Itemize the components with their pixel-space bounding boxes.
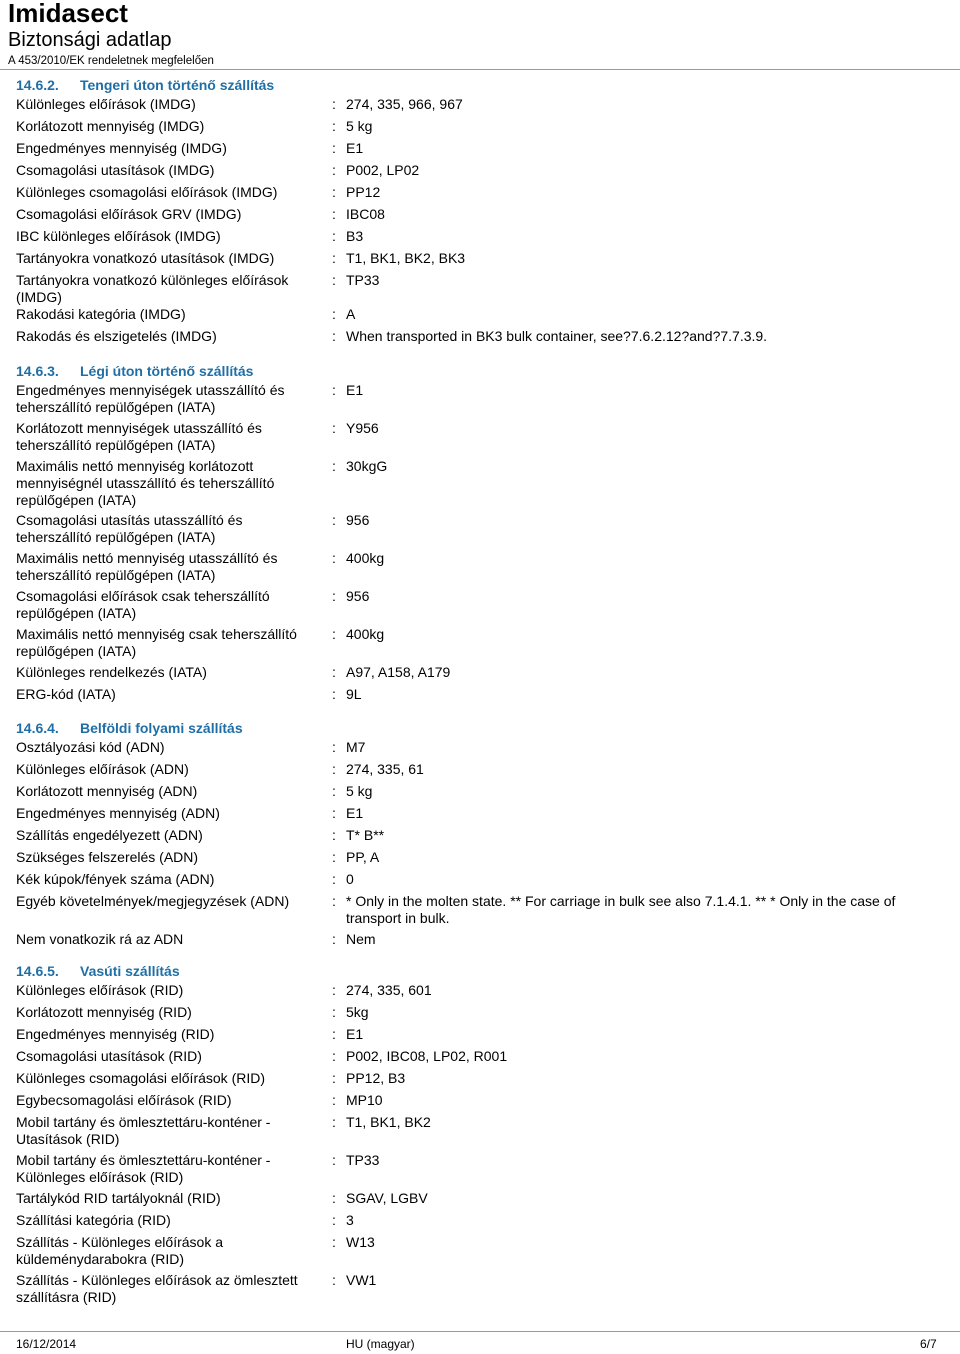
property-row <box>16 1004 946 1026</box>
property-label: Korlátozott mennyiség (RID) <box>16 1004 192 1020</box>
section-number: 14.6.3. <box>16 363 59 379</box>
document-type: Biztonsági adatlap <box>8 29 172 51</box>
section-sea-transport <box>16 76 946 350</box>
property-row <box>16 849 946 871</box>
property-row <box>16 228 946 250</box>
property-value: TP33 <box>346 1152 380 1168</box>
property-label: Nem vonatkozik rá az ADN <box>16 931 184 947</box>
property-label: IBC különleges előírások (IMDG) <box>16 228 221 244</box>
separator: : <box>332 739 336 755</box>
property-label: Tartálykód RID tartályoknál (RID) <box>16 1190 221 1206</box>
regulation-note: A 453/2010/EK rendeletnek megfelelően <box>8 55 214 67</box>
property-row <box>16 96 946 118</box>
separator: : <box>332 1234 336 1250</box>
property-label: Engedményes mennyiség (IMDG) <box>16 140 227 156</box>
property-label: Osztályozási kód (ADN) <box>16 739 165 755</box>
property-label: Szükséges felszerelés (ADN) <box>16 849 199 865</box>
property-row <box>16 550 946 588</box>
property-value: PP12, B3 <box>346 1070 406 1086</box>
separator: : <box>332 550 336 566</box>
footer-divider <box>0 1331 960 1332</box>
property-value: SGAV, LGBV <box>346 1190 428 1206</box>
property-label: Szállítás - Különleges előírások a küldeménydarabokra (RID) <box>16 1234 223 1267</box>
property-value: 5kg <box>346 1004 369 1020</box>
property-label: Korlátozott mennyiség (ADN) <box>16 783 198 799</box>
property-row <box>16 871 946 893</box>
section-heading: Tengeri úton történő szállítás <box>80 77 275 93</box>
separator: : <box>332 1070 336 1086</box>
property-value: * Only in the molten state. ** For carriage in bulk see also 7.1.4.1. ** * Only in the case of transport in bulk. <box>346 893 896 926</box>
property-value: 956 <box>346 588 370 604</box>
separator: : <box>332 871 336 887</box>
property-value: 956 <box>346 512 370 528</box>
section-air-transport <box>16 362 946 708</box>
property-label: Engedményes mennyiség (RID) <box>16 1026 215 1042</box>
separator: : <box>332 206 336 222</box>
separator: : <box>332 458 336 474</box>
property-value: 3 <box>346 1212 354 1228</box>
section-number: 14.6.4. <box>16 720 59 736</box>
separator: : <box>332 184 336 200</box>
separator: : <box>332 1190 336 1206</box>
separator: : <box>332 1092 336 1108</box>
property-row <box>16 761 946 783</box>
property-row <box>16 827 946 849</box>
property-row <box>16 931 946 953</box>
property-row <box>16 206 946 228</box>
property-row <box>16 118 946 140</box>
property-value: W13 <box>346 1234 375 1250</box>
property-label: Egybecsomagolási előírások (RID) <box>16 1092 232 1108</box>
property-label: Csomagolási utasítás utasszállító és teherszállító repülőgépen (IATA) <box>16 512 243 545</box>
property-value: E1 <box>346 382 364 398</box>
property-row <box>16 328 946 350</box>
separator: : <box>332 250 336 266</box>
property-row <box>16 1070 946 1092</box>
property-label: Tartányokra vonatkozó utasítások (IMDG) <box>16 250 275 266</box>
separator: : <box>332 982 336 998</box>
separator: : <box>332 1114 336 1130</box>
property-value: TP33 <box>346 272 380 288</box>
section-rail-transport <box>16 962 946 1310</box>
property-row <box>16 739 946 761</box>
separator: : <box>332 328 336 344</box>
property-value: E1 <box>346 140 364 156</box>
property-label: Maximális nettó mennyiség korlátozott mennyiségnél utasszállító és teherszállító repülőgépen (IATA) <box>16 458 275 508</box>
property-row <box>16 140 946 162</box>
section-heading: Légi úton történő szállítás <box>80 363 254 379</box>
property-label: Szállítás - Különleges előírások az ömlesztett szállításra (RID) <box>16 1272 298 1305</box>
property-row <box>16 512 946 550</box>
property-value: 0 <box>346 871 354 887</box>
property-label: Maximális nettó mennyiség csak teherszállító repülőgépen (IATA) <box>16 626 297 659</box>
property-label: Szállítási kategória (RID) <box>16 1212 171 1228</box>
property-value: T* B** <box>346 827 385 843</box>
property-value: 5 kg <box>346 783 373 799</box>
separator: : <box>332 1026 336 1042</box>
property-row <box>16 783 946 805</box>
separator: : <box>332 849 336 865</box>
property-row <box>16 686 946 708</box>
property-row <box>16 1092 946 1114</box>
property-row <box>16 306 946 328</box>
property-value: PP, A <box>346 849 380 865</box>
property-label: Mobil tartány és ömlesztettáru-konténer - Utasítások (RID) <box>16 1114 271 1147</box>
property-row <box>16 250 946 272</box>
property-value: P002, LP02 <box>346 162 420 178</box>
separator: : <box>332 686 336 702</box>
property-row <box>16 382 946 420</box>
property-row <box>16 1152 946 1190</box>
separator: : <box>332 1272 336 1288</box>
property-label: Csomagolási előírások csak teherszállító repülőgépen (IATA) <box>16 588 270 621</box>
section-inland-waterway <box>16 719 946 953</box>
property-value: P002, IBC08, LP02, R001 <box>346 1048 508 1064</box>
property-row <box>16 458 946 512</box>
property-value: A <box>346 306 356 322</box>
separator: : <box>332 931 336 947</box>
property-row <box>16 1234 946 1272</box>
property-value: 5 kg <box>346 118 373 134</box>
property-value: T1, BK1, BK2 <box>346 1114 431 1130</box>
property-value: B3 <box>346 228 364 244</box>
section-number: 14.6.2. <box>16 77 59 93</box>
property-label: Különleges előírások (IMDG) <box>16 96 196 112</box>
property-row <box>16 893 946 931</box>
property-label: Különleges csomagolási előírások (IMDG) <box>16 184 278 200</box>
property-value: T1, BK1, BK2, BK3 <box>346 250 466 266</box>
property-row <box>16 184 946 206</box>
separator: : <box>332 382 336 398</box>
property-label: Rakodás és elszigetelés (IMDG) <box>16 328 217 344</box>
property-value: E1 <box>346 805 364 821</box>
property-label: Engedményes mennyiség (ADN) <box>16 805 220 821</box>
property-label: Egyéb követelmények/megjegyzések (ADN) <box>16 893 290 909</box>
separator: : <box>332 1152 336 1168</box>
section-heading: Vasúti szállítás <box>80 963 180 979</box>
property-value: When transported in BK3 bulk container, see?7.6.2.12?and?7.7.3.9. <box>346 328 768 344</box>
property-value: 274, 335, 61 <box>346 761 424 777</box>
section-title <box>16 362 946 382</box>
header-divider <box>0 69 960 70</box>
section-title <box>16 719 946 739</box>
property-row <box>16 626 946 664</box>
property-label: Szállítás engedélyezett (ADN) <box>16 827 203 843</box>
separator: : <box>332 420 336 436</box>
property-label: Csomagolási előírások GRV (IMDG) <box>16 206 242 222</box>
separator: : <box>332 1048 336 1064</box>
property-value: MP10 <box>346 1092 383 1108</box>
property-label: Tartányokra vonatkozó különleges előírások (IMDG) <box>16 272 289 305</box>
property-label: Csomagolási utasítások (IMDG) <box>16 162 215 178</box>
separator: : <box>332 805 336 821</box>
property-row <box>16 162 946 184</box>
property-label: Maximális nettó mennyiség utasszállító és teherszállító repülőgépen (IATA) <box>16 550 278 583</box>
section-title <box>16 962 946 982</box>
separator: : <box>332 626 336 642</box>
separator: : <box>332 588 336 604</box>
property-row <box>16 1272 946 1310</box>
property-row <box>16 664 946 686</box>
separator: : <box>332 893 336 909</box>
property-label: Rakodási kategória (IMDG) <box>16 306 186 322</box>
property-value: VW1 <box>346 1272 377 1288</box>
footer-page: 6/7 <box>920 1337 937 1351</box>
property-row <box>16 588 946 626</box>
property-value: 30kgG <box>346 458 388 474</box>
property-row <box>16 1114 946 1152</box>
property-row <box>16 1048 946 1070</box>
property-label: Korlátozott mennyiség (IMDG) <box>16 118 205 134</box>
property-value: IBC08 <box>346 206 385 222</box>
property-value: PP12 <box>346 184 381 200</box>
property-label: Különleges előírások (ADN) <box>16 761 189 777</box>
footer-date: 16/12/2014 <box>16 1337 77 1351</box>
separator: : <box>332 512 336 528</box>
property-value: M7 <box>346 739 366 755</box>
property-value: 9L <box>346 686 362 702</box>
separator: : <box>332 162 336 178</box>
property-row <box>16 1026 946 1048</box>
separator: : <box>332 118 336 134</box>
section-title <box>16 76 946 96</box>
property-value: 274, 335, 966, 967 <box>346 96 463 112</box>
property-row <box>16 1212 946 1234</box>
property-row <box>16 420 946 458</box>
separator: : <box>332 1212 336 1228</box>
property-label: Korlátozott mennyiségek utasszállító és teherszállító repülőgépen (IATA) <box>16 420 262 453</box>
section-number: 14.6.5. <box>16 963 59 979</box>
property-label: Csomagolási utasítások (RID) <box>16 1048 202 1064</box>
product-name: Imidasect <box>8 0 128 28</box>
separator: : <box>332 306 336 322</box>
property-value: 274, 335, 601 <box>346 982 432 998</box>
property-value: 400kg <box>346 626 385 642</box>
property-value: E1 <box>346 1026 364 1042</box>
property-label: Különleges előírások (RID) <box>16 982 184 998</box>
separator: : <box>332 783 336 799</box>
property-label: Kék kúpok/fények száma (ADN) <box>16 871 215 887</box>
property-row <box>16 982 946 1004</box>
document-header <box>8 0 214 68</box>
separator: : <box>332 827 336 843</box>
property-row <box>16 272 946 306</box>
property-label: Mobil tartány és ömlesztettáru-konténer - Különleges előírások (RID) <box>16 1152 271 1185</box>
property-value: A97, A158, A179 <box>346 664 451 680</box>
separator: : <box>332 761 336 777</box>
separator: : <box>332 140 336 156</box>
separator: : <box>332 272 336 288</box>
property-label: Engedményes mennyiségek utasszállító és teherszállító repülőgépen (IATA) <box>16 382 285 415</box>
property-row <box>16 805 946 827</box>
property-label: Különleges csomagolási előírások (RID) <box>16 1070 265 1086</box>
property-label: ERG-kód (IATA) <box>16 686 116 702</box>
property-row <box>16 1190 946 1212</box>
separator: : <box>332 664 336 680</box>
separator: : <box>332 228 336 244</box>
section-heading: Belföldi folyami szállítás <box>80 720 243 736</box>
property-value: 400kg <box>346 550 385 566</box>
separator: : <box>332 96 336 112</box>
property-value: Nem <box>346 931 376 947</box>
footer-language: HU (magyar) <box>346 1337 415 1351</box>
separator: : <box>332 1004 336 1020</box>
property-value: Y956 <box>346 420 379 436</box>
property-label: Különleges rendelkezés (IATA) <box>16 664 207 680</box>
